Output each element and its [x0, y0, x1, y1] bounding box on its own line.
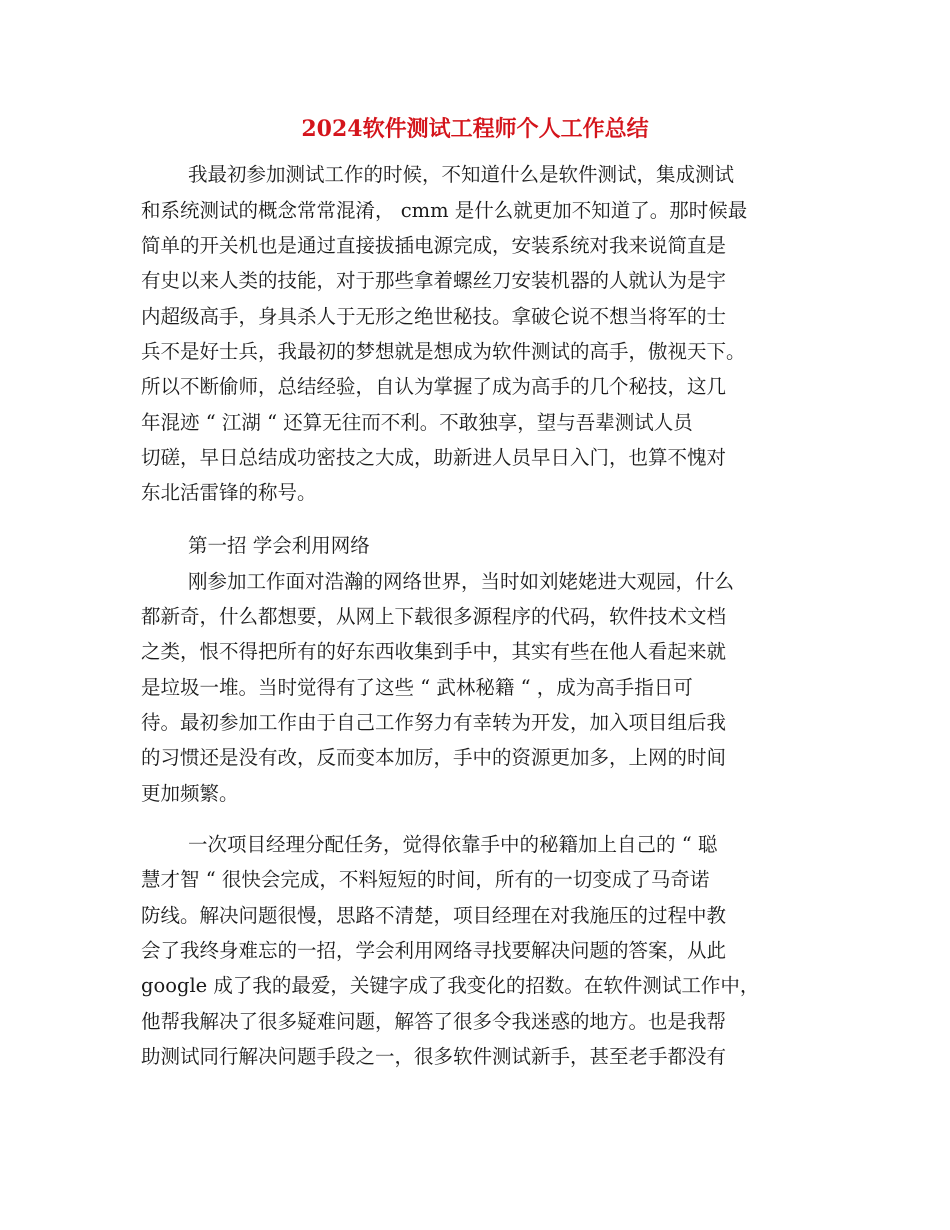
paragraph-line: 切磋，早日总结成功密技之大成，助新进人员早日入门，也算不愧对: [141, 446, 727, 469]
paragraph-line: 兵不是好士兵，我最初的梦想就是想成为软件测试的高手，傲视天下。: [141, 340, 746, 363]
paragraph-line: 慧才智 “ 很快会完成，不料短短的时间，所有的一切变成了马奇诺: [141, 868, 710, 891]
paragraph-line: 年混迹 “ 江湖 “ 还算无往而不利。不敢独享，望与吾辈测试人员: [141, 411, 693, 434]
paragraph-line: 的习惯还是没有改，反而变本加厉，手中的资源更加多，上网的时间: [141, 746, 727, 769]
paragraph-line: 会了我终身难忘的一招，学会利用网络寻找要解决问题的答案，从此: [141, 939, 727, 962]
section-heading: 第一招 学会利用网络: [188, 534, 370, 557]
paragraph-line: 更加频繁。: [141, 782, 239, 805]
paragraph-line: 东北活雷锋的称号。: [141, 481, 317, 504]
paragraph-line: 简单的开关机也是通过直接拔插电源完成，安装系统对我来说简直是: [141, 234, 727, 257]
paragraph-line: 刚参加工作面对浩瀚的网络世界，当时如刘姥姥进大观园，什么: [188, 570, 735, 593]
paragraph-line: 是垃圾一堆。当时觉得有了这些 “ 武林秘籍 “ ，成为高手指日可: [141, 676, 693, 699]
paragraph-line: 待。最初参加工作由于自己工作努力有幸转为开发，加入项目组后我: [141, 711, 727, 734]
paragraph-line: 内超级高手，身具杀人于无形之绝世秘技。拿破仑说不想当将军的士: [141, 305, 727, 328]
paragraph-line: 所以不断偷师，总结经验，自认为掌握了成为高手的几个秘技，这几: [141, 375, 727, 398]
paragraph-line: 他帮我解决了很多疑难问题，解答了很多令我迷惑的地方。也是我帮: [141, 1010, 727, 1033]
paragraph-line: 我最初参加测试工作的时候，不知道什么是软件测试，集成测试: [188, 163, 735, 186]
paragraph-line: 防线。解决问题很慢，思路不清楚，项目经理在对我施压的过程中教: [141, 904, 727, 927]
paragraph-line: google 成了我的最爱，关键字成了我变化的招数。在软件测试工作中，: [141, 974, 760, 997]
paragraph-line: 一次项目经理分配任务，觉得依靠手中的秘籍加上自己的 “ 聪: [188, 833, 718, 856]
paragraph-line: 之类，恨不得把所有的好东西收集到手中，其实有些在他人看起来就: [141, 640, 727, 663]
paragraph-line: 助测试同行解决问题手段之一，很多软件测试新手，甚至老手都没有: [141, 1045, 727, 1068]
paragraph-line: 和系统测试的概念常常混淆， cmm 是什么就更加不知道了。那时候最: [141, 199, 748, 222]
paragraph-line: 都新奇，什么都想要，从网上下载很多源程序的代码，软件技术文档: [141, 605, 727, 628]
paragraph-line: 有史以来人类的技能，对于那些拿着螺丝刀安装机器的人就认为是宇: [141, 269, 727, 292]
document-title: 2024软件测试工程师个人工作总结: [301, 116, 649, 142]
